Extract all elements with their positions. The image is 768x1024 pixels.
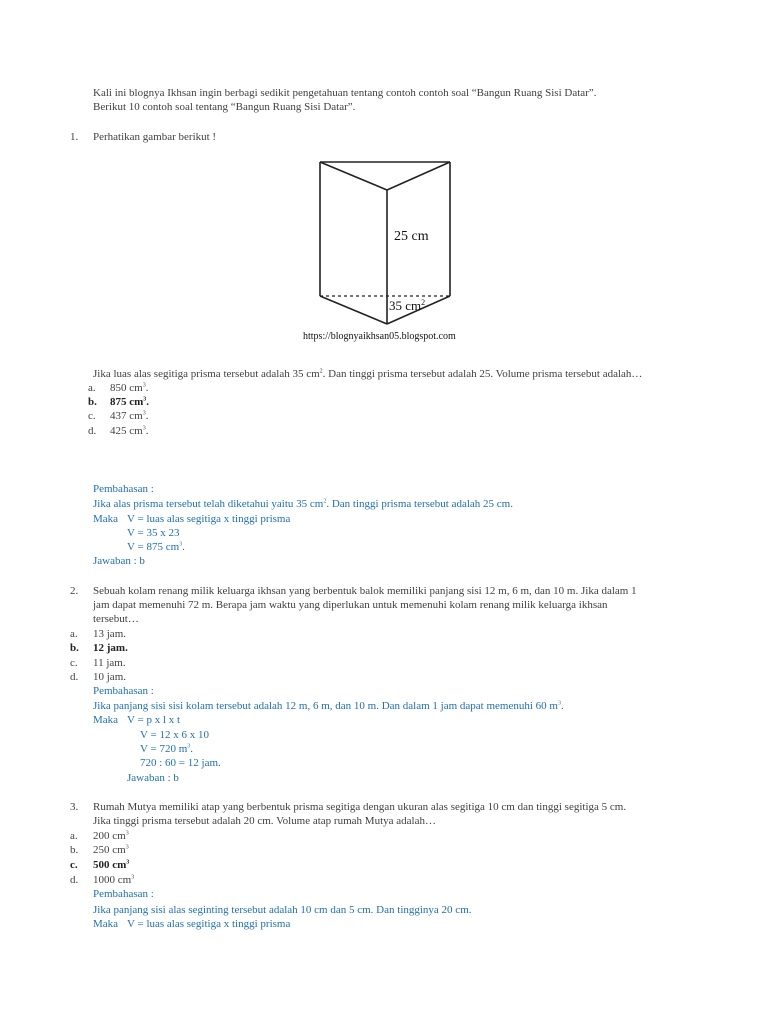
q1-discussion-step2: V = 875 $cm^3$. (127, 541, 185, 553)
q2-discussion-answer: Jawaban : b (127, 772, 179, 784)
q2-number: 2. (70, 585, 79, 597)
q3-discussion-title: Pembahasan : (93, 888, 154, 900)
q2-option-b: 12 jam. (93, 642, 128, 654)
q2-option-c-letter: c. (70, 657, 78, 669)
q3-option-a-letter: a. (70, 830, 78, 842)
q2-option-d-letter: d. (70, 671, 79, 683)
q2-discussion-line1: Jika panjang sisi sisi kolam tersebut adalah 12 m, 6 m, dan 10 m. Dan dalam 1 jam dapat memenuhi 60 $m^3$. (93, 700, 564, 712)
q1-question: Jika luas alas segitiga prisma tersebut adalah 35 $cm^2$. Dan tinggi prisma tersebut adalah 25. Volume prisma tersebut adalah… (93, 368, 643, 380)
q3-discussion-maka: Maka (93, 918, 119, 930)
intro-line-1: Kali ini blognya Ikhsan ingin berbagi sedikit pengetahuan tentang contoh contoh soal “Bangun Ruang Sisi Datar”. (93, 87, 597, 99)
q2-discussion-maka: Maka (93, 714, 119, 726)
q1-discussion-line1: Jika alas prisma tersebut telah diketahui yaitu 35 $cm^2$. Dan tinggi prisma tersebut adalah 25 cm. (93, 498, 513, 510)
q3-number: 3. (70, 801, 79, 813)
q1-option-a: 850 $cm^3$. (110, 382, 149, 394)
q1-option-b-letter: b. (88, 396, 97, 408)
q3-option-b: 250 $cm^3$ (93, 844, 129, 856)
q3-discussion-formula: V = luas alas segitiga x tinggi prisma (127, 918, 291, 930)
q3-option-a: 200 $cm^3$ (93, 830, 129, 842)
q2-discussion-step1: V = 12 x 6 x 10 (140, 729, 209, 741)
q1-discussion-answer: Jawaban : b (93, 555, 145, 567)
prism-figure (300, 150, 490, 350)
q1-option-b: 875 $cm^3$. (110, 396, 150, 408)
prism-base-sup: 2 (421, 298, 426, 307)
q3-option-d-letter: d. (70, 874, 79, 886)
q1-discussion-maka: Maka (93, 513, 119, 525)
q1-option-a-letter: a. (88, 382, 96, 394)
q3-option-c: 500 $cm^3$ (93, 859, 130, 871)
q2-option-a: 13 jam. (93, 628, 126, 640)
q2-discussion-step3: 720 : 60 = 12 jam. (140, 757, 221, 769)
q2-option-d: 10 jam. (93, 671, 126, 683)
q3-option-d: 1000 $cm^3$ (93, 874, 135, 886)
intro-line-2: Berikut 10 contoh soal tentang “Bangun Ruang Sisi Datar”. (93, 101, 356, 113)
prism-height-label: 25 cm (394, 229, 429, 244)
q2-option-c: 11 jam. (93, 657, 126, 669)
q2-discussion-step2: V = 720 $m^3$. (140, 743, 194, 755)
svg-text:35 cm2 (389, 298, 425, 313)
prism-base-label: 35 cm (389, 298, 422, 313)
q1-number: 1. (70, 131, 79, 143)
q2-line-3: tersebut… (93, 613, 139, 625)
q1-discussion-title: Pembahasan : (93, 483, 154, 495)
q2-line-1: Sebuah kolam renang milik keluarga ikhsan yang berbentuk balok memiliki panjang sisi 12 m, 6 m, dan 10 m. Jika dalam 1 (93, 585, 637, 597)
q1-discussion-formula: V = luas alas segitiga x tinggi prisma (127, 513, 291, 525)
q3-option-b-letter: b. (70, 844, 79, 856)
q2-line-2: jam dapat memenuhi 72 m. Berapa jam waktu yang diperlukan untuk memenuhi kolam renang milik keluarga ikhsan (93, 599, 608, 611)
q3-line-1: Rumah Mutya memiliki atap yang berbentuk prisma segitiga dengan ukuran alas segitiga 10 cm dan tinggi segitiga 5 cm. (93, 801, 627, 813)
q2-option-a-letter: a. (70, 628, 78, 640)
q3-option-c-letter: c. (70, 859, 78, 871)
q3-discussion-line1: Jika panjang sisi alas seginting tersebut adalah 10 cm dan 5 cm. Dan tingginya 20 cm. (93, 904, 472, 916)
figure-url: https://blognyaikhsan05.blogspot.com (303, 331, 456, 342)
q1-option-d-letter: d. (88, 425, 97, 437)
q1-prompt: Perhatikan gambar berikut ! (93, 131, 217, 143)
q1-option-c-letter: c. (88, 410, 96, 422)
q2-option-b-letter: b. (70, 642, 79, 654)
q1-option-c: 437 $cm^3$. (110, 410, 149, 422)
q2-discussion-formula: V = p x l x t (127, 714, 181, 726)
q2-discussion-title: Pembahasan : (93, 685, 154, 697)
q1-discussion-step1: V = 35 x 23 (127, 527, 180, 539)
q1-option-d: 425 $cm^3$. (110, 425, 149, 437)
q3-line-2: Jika tinggi prisma tersebut adalah 20 cm. Volume atap rumah Mutya adalah… (93, 815, 436, 827)
